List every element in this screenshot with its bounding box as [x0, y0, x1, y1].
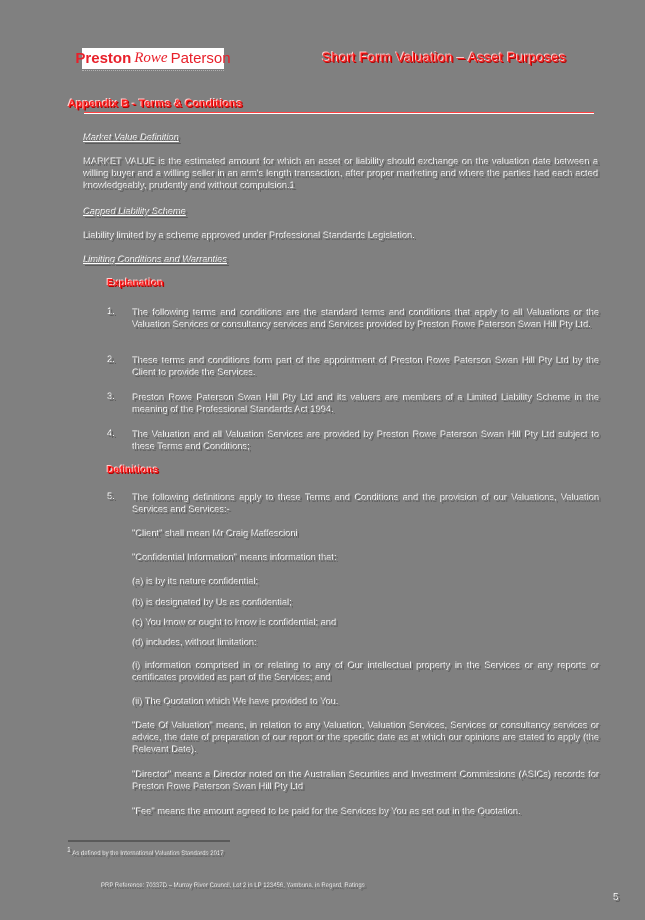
definition-confidential: "Confidential Information" means information that: — [133, 553, 338, 563]
definition-director: "Director" means a Director noted on the Australian Securities and Investment Commissions (ASICs) records for Preston Rowe Paterson Swan Hill Pty Ltd — [133, 770, 600, 792]
explanation-heading: Explanation — [107, 278, 164, 289]
market-value-heading: Market Value Definition — [84, 133, 180, 143]
page-footer: PRP Reference: 70337D – Murray River Council, Lot 2 in LP 123456, Yambuna, in Regard, Ratings — [102, 884, 366, 890]
definition-date-of-valuation: "Date Of Valuation" means, in relation to any Valuation, Valuation Services, Services or consultancy services or advice, the date of preparation of our report or the specific date as at which our opinions are stated to apply (the Relevant Date). — [133, 721, 600, 755]
limiting-heading: Limiting Conditions and Warranties — [84, 255, 229, 265]
document-title: Short Form Valuation – Asset Purposes — [322, 49, 567, 65]
item-number: 5. — [108, 492, 116, 502]
confidential-info-i: (i) information comprised in or relating to any of Our intellectual property in the Services or any reports or certificates provided as part of the Services; and — [133, 661, 600, 683]
item-number: 4. — [108, 429, 116, 439]
definition-client: "Client" shall mean Mr Craig Maffescioni — [133, 529, 299, 539]
logo-rowe: Rowe — [134, 50, 168, 66]
liability-body: Liability limited by a scheme approved under Professional Standards Legislation. — [84, 231, 416, 241]
explanation-item: The Valuation and all Valuation Services are provided by Preston Rowe Paterson Swan Hill Pty Ltd subject to these Terms and Conditions; — [133, 430, 600, 452]
explanation-item: The following terms and conditions are the standard terms and conditions that apply to all Valuations or the Valuation Services or consultancy services and Services provided by Preston Rowe Paterson Swan Hill Pty Ltd. — [133, 308, 600, 330]
appendix-title: Appendix B - Terms & Conditions — [68, 98, 243, 110]
footnote-divider — [68, 840, 230, 842]
logo-preston: Preston — [75, 50, 132, 67]
footnote — [68, 848, 225, 858]
confidential-sub-item: (b) is designated by Us as confidential; — [133, 598, 293, 608]
logo-paterson: Paterson — [170, 50, 231, 67]
item-number: 2. — [108, 355, 116, 365]
definitions-heading: Definitions — [107, 465, 159, 476]
confidential-sub-item: (a) is by its nature confidential; — [133, 577, 260, 587]
confidential-sub-item: (d) includes, without limitation: — [133, 638, 258, 648]
item-number: 3. — [108, 392, 116, 402]
footnote-text: As defined by the International Valuation Standards 2017 — [73, 852, 225, 858]
logo-divider — [82, 69, 224, 71]
confidential-sub-item: (c) You know or ought to know is confidential; and — [133, 618, 338, 628]
page-number: 5 — [614, 893, 620, 904]
item-number: 1. — [108, 307, 116, 317]
market-value-body: MARKET VALUE is the estimated amount for which an asset or liability should exchange on the valuation date between a willing buyer and a willing seller in an arm's length transaction, after proper marketing and where the parties had each acted knowledgeably, prudently and without compulsion.1 — [84, 157, 599, 191]
explanation-item: These terms and conditions form part of the appointment of Preston Rowe Paterson Swan Hill Pty Ltd by the Client to provide the Services. — [133, 356, 600, 378]
explanation-item: Preston Rowe Paterson Swan Hill Pty Ltd and its valuers are members of a Limited Liability Scheme in the meaning of the Professional Standards Act 1994. — [133, 393, 600, 415]
liability-heading: Capped Liability Scheme — [84, 207, 187, 217]
definition-fee: "Fee" means the amount agreed to be paid for the Services by You as set out in the Quotation. — [133, 807, 522, 817]
appendix-divider — [84, 112, 594, 113]
definitions-intro: The following definitions apply to these Terms and Conditions and the provision of our Valuations, Valuation Services and Services:- — [133, 493, 600, 515]
footnote-marker: 1 — [68, 848, 72, 855]
company-logo — [75, 48, 231, 69]
confidential-info-ii: (ii) The Quotation which We have provided to You. — [133, 697, 340, 707]
